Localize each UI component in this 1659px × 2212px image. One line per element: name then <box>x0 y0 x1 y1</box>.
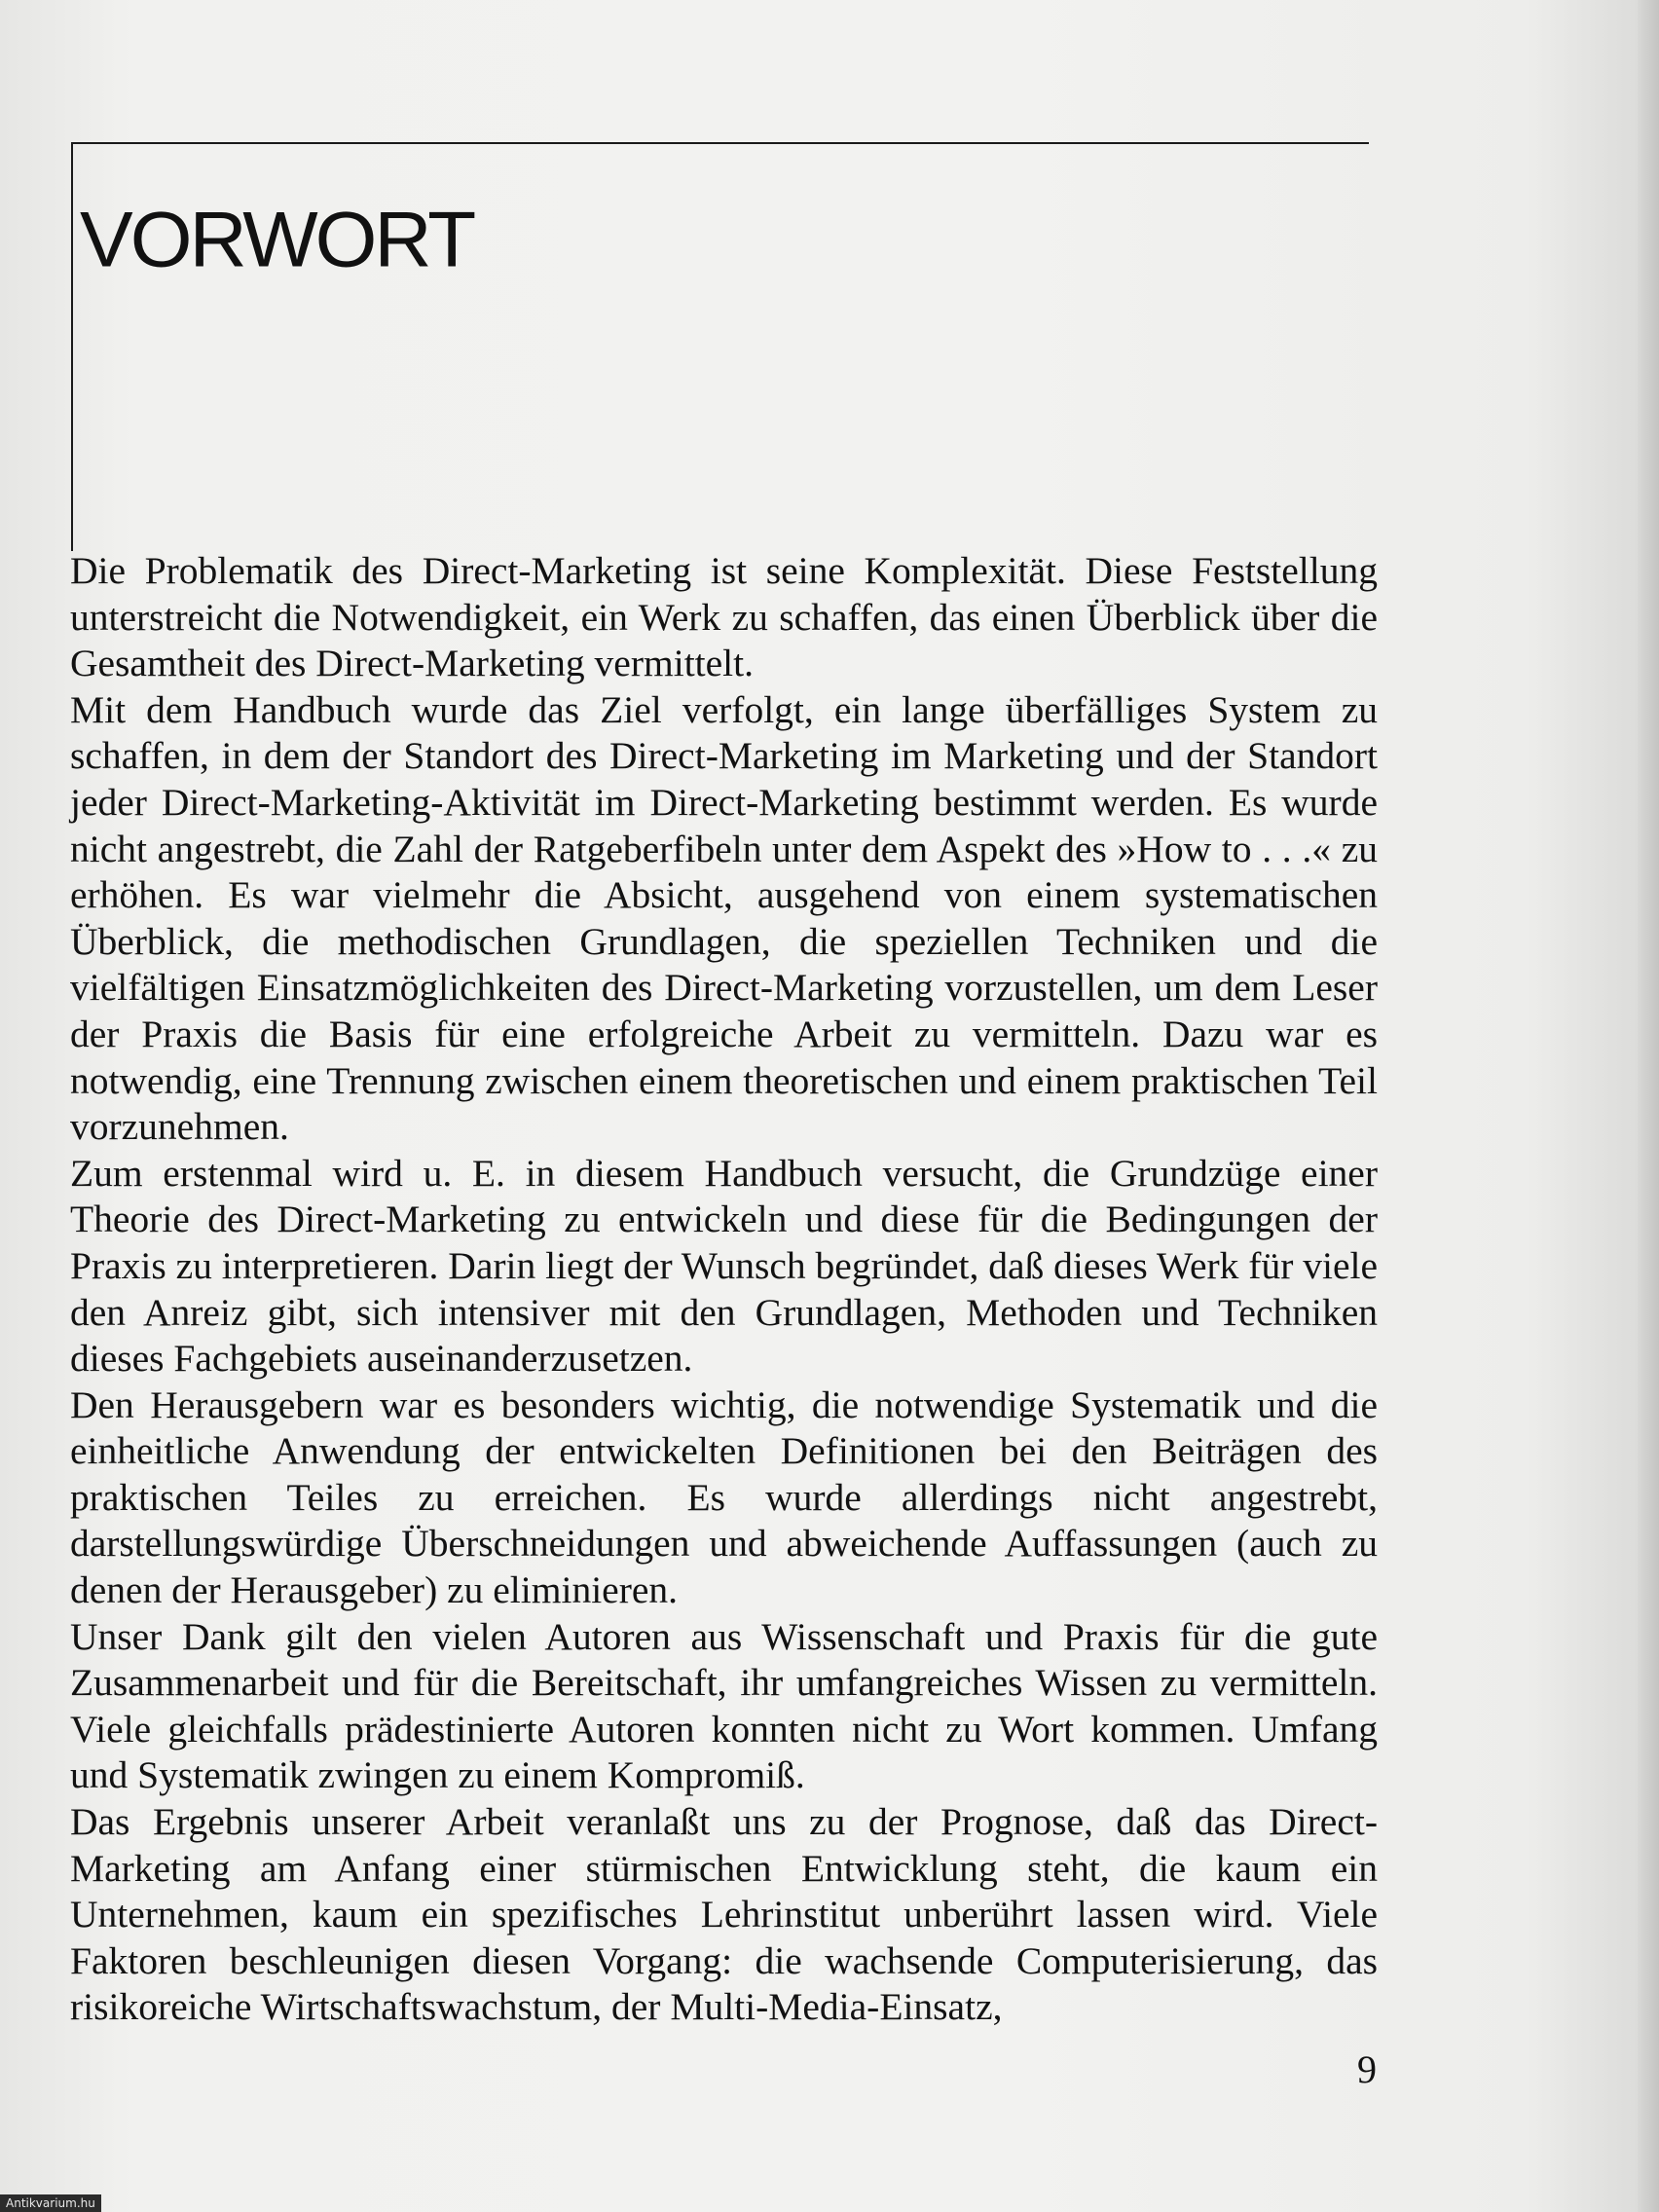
page-edge-shadow <box>1638 0 1659 2212</box>
paragraph: Unser Dank gilt den vielen Autoren aus Wissenschaft und Praxis für die gute Zusammenarbeit und für die Bereitschaft, ihr umfangreiches Wissen zu vermitteln. Viele gleichfalls prädestinierte Autoren konnten nicht zu Wort kommen. Umfang und Systematik zwingen zu einem Kompromiß. <box>70 1614 1378 1797</box>
watermark: Antikvarium.hu <box>0 2194 101 2212</box>
title-left-rule <box>71 142 73 551</box>
paragraph: Das Ergebnis unserer Arbeit veranlaßt uns zu der Prognose, daß das Direct-Marketing am Anfang einer stürmischen Entwicklung steht, die kaum ein Unternehmen, kaum ein spezifisches Lehrinstitut unberührt lassen wird. Viele Faktoren beschleunigen diesen Vorgang: die wachsende Computerisierung, das risikoreiche Wirtschaftswachstum, der Multi-Media-Einsatz, <box>70 1800 1378 2029</box>
paragraph: Zum erstenmal wird u. E. in diesem Handbuch versucht, die Grundzüge einer Theorie des Direct-Marketing zu entwickeln und diese für die Bedingungen der Praxis zu interpretieren. Darin liegt der Wunsch begründet, daß dieses Werk für viele den Anreiz gibt, sich intensiver mit den Grundlagen, Methoden und Techniken dieses Fachgebiets auseinanderzusetzen. <box>70 1151 1378 1381</box>
page-number: 9 <box>1357 2047 1377 2091</box>
page-title: VORWORT <box>80 197 474 284</box>
paragraph: Mit dem Handbuch wurde das Ziel verfolgt, ein lange überfälliges System zu schaffen, in dem der Standort des Direct-Marketing im Marketing und der Standort jeder Direct-Marketing-Aktivität im Direct-Marketing bestimmt werden. Es wurde nicht angestrebt, die Zahl der Ratgeberfibeln unter dem Aspekt des »How to . . .« zu erhöhen. Es war vielmehr die Absicht, ausgehend von einem systematischen Überblick, die methodischen Grundlagen, die speziellen Techniken und die vielfältigen Einsatzmöglichkeiten des Direct-Marketing vorzustellen, um dem Leser der Praxis die Basis für eine erfolgreiche Arbeit zu vermitteln. Dazu war es notwendig, eine Trennung zwischen einem theoretischen und einem praktischen Teil vorzunehmen. <box>70 687 1378 1149</box>
paragraph: Die Problematik des Direct-Marketing ist seine Komplexität. Diese Feststellung unterstreicht die Notwendigkeit, ein Werk zu schaffen, das einen Überblick über die Gesamtheit des Direct-Marketing vermittelt. <box>70 549 1378 685</box>
title-top-rule <box>71 142 1369 144</box>
body-text <box>70 548 1378 2031</box>
paragraph: Den Herausgebern war es besonders wichtig, die notwendige Systematik und die einheitliche Anwendung der entwickelten Definitionen bei den Beiträgen des praktischen Teiles zu erreichen. Es wurde allerdings nicht angestrebt, darstellungswürdige Überschneidungen und abweichende Auffassungen (auch zu denen der Herausgeber) zu eliminieren. <box>70 1382 1378 1612</box>
